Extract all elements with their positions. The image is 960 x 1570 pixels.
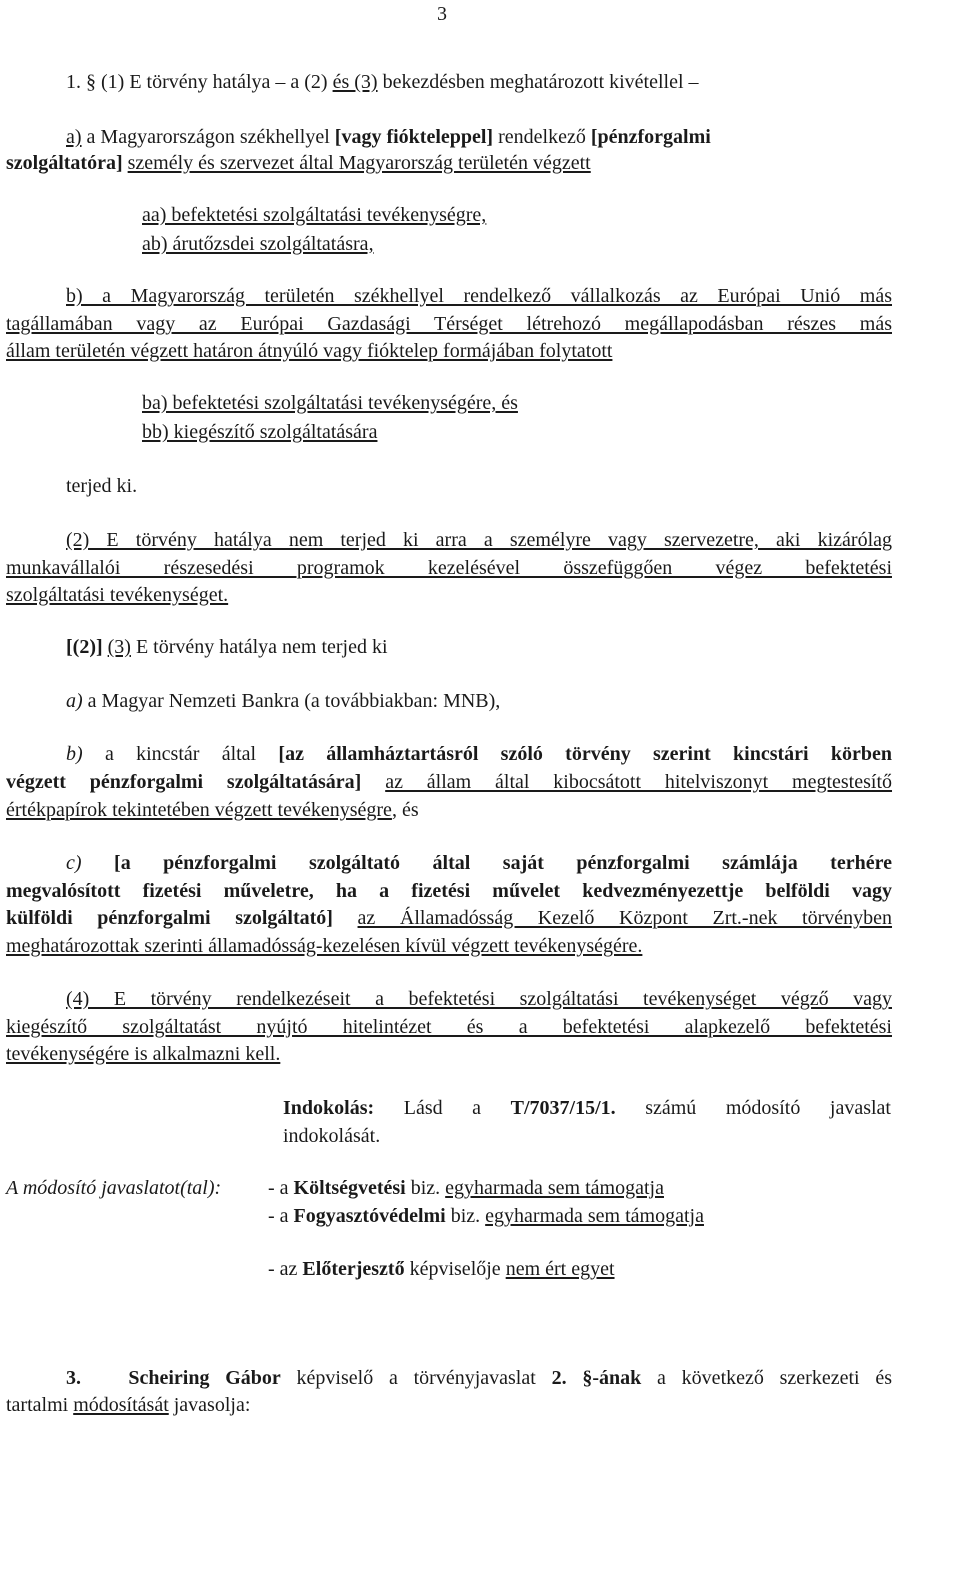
s2-line2: munkavállalói részesedési programok kezelésével összefüggően végez befektetési [6,557,892,579]
s3-c-line3: külföldi pénzforgalmi szolgáltató] az Államadósság Kezelő Központ Zrt.-nek törvényben [6,907,893,929]
s3-b-line3: értékpapírok tekintetében végzett tevékenységre, és [6,799,419,821]
vote-1: - a Költségvetési biz. egyharmada sem támogatja [268,1177,664,1199]
s1-b-line1: b) a Magyarország területén székhellyel rendelkező vállalkozás az Európai Unió más [66,285,892,307]
s2-line1: (2) E törvény hatálya nem terjed ki arra a személyre vagy szervezetre, aki kizárólag [66,529,892,551]
s3-c-line4: meghatározottak szerinti államadósság-kezelésen kívül végzett tevékenységére. [6,935,643,957]
s1-lead: 1. § (1) E törvény hatálya – a (2) és (3) bekezdésben meghatározott kivétellel – [66,71,699,93]
item3-line2: tartalmi módosítását javasolja: [6,1394,251,1416]
s1-aa: aa) befektetési szolgáltatási tevékenységre, [142,204,487,226]
indokolas-line2: indokolását. [283,1125,381,1147]
s1-bb: bb) kiegészítő szolgáltatására [142,421,378,443]
s1-a-line1: a) a Magyarországon székhellyel [vagy fiókteleppel] rendelkező [pénzforgalmi [66,126,711,148]
s3-lead: [(2)] (3) E törvény hatálya nem terjed ki [66,636,388,658]
indokolas-line1: Indokolás: Lásd a T/7037/15/1. számú módosító javaslat [283,1097,891,1119]
s1-b-line3: állam területén végzett határon átnyúló vagy fióktelep formájában folytatott [6,340,613,362]
s2-line3: szolgáltatási tevékenységet. [6,584,229,606]
s1-terjed: terjed ki. [66,475,138,497]
s3-c-line1: c) [a pénzforgalmi szolgáltató által saját pénzforgalmi számlája terhére [66,852,892,874]
vote-3: - az Előterjesztő képviselője nem ért egyet [268,1258,615,1280]
s4-line1: (4) E törvény rendelkezéseit a befektetési szolgáltatási tevékenységet végző vagy [66,988,892,1010]
s1-ab: ab) árutőzsdei szolgáltatásra, [142,233,374,255]
s3-a: a) a Magyar Nemzeti Bankra (a továbbiakban: MNB), [66,690,501,712]
page-number: 3 [437,3,447,25]
s1-a-line2: szolgáltatóra] személy és szervezet által Magyarország területén végzett [6,152,591,174]
vote-2: - a Fogyasztóvédelmi biz. egyharmada sem támogatja [268,1205,704,1227]
s4-line3: tevékenységére is alkalmazni kell. [6,1043,281,1065]
votes-label: A módosító javaslatot(tal): [6,1177,222,1199]
s3-b-line2: végzett pénzforgalmi szolgáltatására] az állam által kibocsátott hitelviszonyt megtestesítő [6,771,893,793]
s3-c-line2: megvalósított fizetési műveletre, ha a fizetési művelet kedvezményezettje belföldi vagy [6,880,892,902]
s1-ba: ba) befektetési szolgáltatási tevékenységére, és [142,392,518,414]
s4-line2: kiegészítő szolgáltatást nyújtó hitelintézet és a befektetési alapkezelő befektetési [6,1016,892,1038]
item3-line1: 3. Scheiring Gábor képviselő a törvényjavaslat 2. §-ának a következő szerkezeti és [66,1367,893,1389]
s3-b-line1: b) a kincstár által [az államháztartásról szóló törvény szerint kincstári körben [66,743,892,765]
s1-b-line2: tagállamában vagy az Európai Gazdasági Térséget létrehozó megállapodásban részes más [6,313,892,335]
